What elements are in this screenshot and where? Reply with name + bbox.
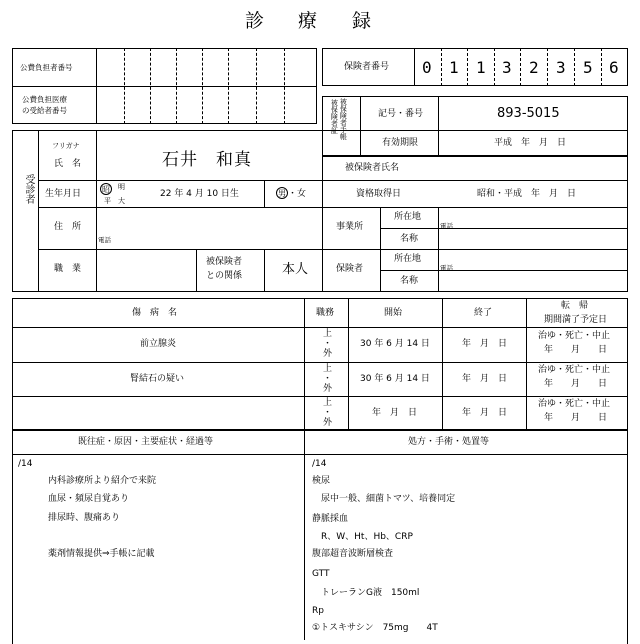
public-recipient-label-1: 公費負担医療: [22, 95, 67, 104]
treatment-line: GTT: [312, 569, 330, 579]
era-taisho: 大: [118, 197, 125, 205]
insured-name-label: 被保険者氏名: [345, 163, 400, 173]
history-header: 既往症・原因・主要症状・経過等: [78, 437, 214, 447]
sex-female: ・女: [288, 189, 307, 199]
diag-header-end: 終了: [474, 308, 493, 318]
employer-label: 事業所: [336, 222, 364, 232]
insurer-number-label: 保険者番号: [344, 62, 390, 72]
insurer-digit: 3: [502, 58, 512, 77]
sex-male-circled: 男: [278, 189, 286, 198]
diagnosis-name: 腎結石の疑い: [130, 374, 185, 384]
insurer-phone-label: 電話: [440, 264, 453, 272]
insurer-location-label: 所在地: [394, 254, 422, 264]
diag-header-outcome-2: 期間満了予定日: [544, 315, 608, 325]
insurer-digit: 3: [556, 58, 566, 77]
title-char-1: 診: [245, 10, 266, 32]
diagnosis-end: 年 月 日: [462, 339, 508, 349]
furigana-label: フリガナ: [52, 142, 80, 150]
outcome-line: 治ゆ・死亡・中止: [538, 365, 611, 375]
public-recipient-label-2: の受給者番号: [22, 106, 67, 115]
diagnosis-start: 30 年 6 月 14 日: [360, 374, 430, 384]
treatment-line: 尿中一般、細菌トマツ、培養同定: [312, 494, 456, 504]
insurer-digit: 5: [583, 58, 593, 77]
diag-header-disease: 傷 病 名: [132, 308, 178, 318]
qualification-label: 資格取得日: [356, 189, 402, 199]
patient-vertical-label: 受診者: [23, 174, 34, 204]
era-heisei: 平: [104, 197, 111, 205]
address-label: 住 所: [54, 222, 82, 232]
diag-header-work: 職務: [316, 308, 335, 318]
insurer-name-label: 名称: [400, 276, 419, 286]
symbol-number-value: 893-5015: [497, 106, 560, 121]
title-char-3: 録: [352, 10, 373, 32]
diagnosis-end: 年 月 日: [462, 374, 508, 384]
work-bottom: 外: [323, 349, 333, 359]
work-bottom: 外: [323, 418, 333, 428]
qualification-value: 昭和・平成 年 月 日: [477, 189, 577, 199]
treatment-date: /14: [312, 459, 327, 469]
work-bottom: 外: [323, 384, 333, 394]
era-showa-circled: 昭: [102, 185, 110, 194]
outcome-line: 治ゆ・死亡・中止: [538, 399, 611, 409]
patient-box: [12, 130, 628, 292]
work-top: 上: [323, 398, 333, 408]
treatment-header: 処方・手術・処置等: [408, 437, 490, 447]
history-line: 薬剤情報提供⇒手帳に記載: [48, 549, 155, 559]
diagnosis-start: 年 月 日: [372, 408, 418, 418]
outcome-date: 年 月 日: [544, 413, 608, 423]
work-dot: ・: [323, 408, 333, 418]
birth-label: 生年月日: [45, 189, 82, 199]
insurer-digit: 1: [476, 58, 486, 77]
public-payer-number-label: 公費負担者番号: [20, 63, 73, 72]
work-top: 上: [323, 364, 333, 374]
validity-label: 有効期限: [382, 138, 419, 148]
insured-card-vertical: 被保険者手帳: [339, 98, 348, 140]
treatment-line: 腹部超音波断層検査: [312, 549, 394, 559]
validity-value: 平成 年 月 日: [494, 138, 567, 148]
outcome-date: 年 月 日: [544, 379, 608, 389]
symbol-number-label: 記号・番号: [378, 109, 424, 119]
diagnosis-end: 年 月 日: [462, 408, 508, 418]
treatment-line: トレーランG液 150ml: [312, 588, 420, 598]
outcome-date: 年 月 日: [544, 345, 608, 355]
history-line: 排尿時、腹痛あり: [48, 513, 121, 523]
patient-name: 石井 和真: [162, 150, 252, 170]
insured-card-vertical-2: 被保険者証: [330, 99, 339, 134]
relation-value: 本人: [282, 262, 309, 277]
era-meiji-row: [100, 183, 112, 195]
treatment-line: Rp: [312, 606, 324, 616]
birth-value: 22 年 4 月 10 日生: [160, 189, 239, 199]
history-line: 内科診療所より紹介で来院: [48, 476, 157, 486]
diag-header-start: 開始: [384, 308, 403, 318]
era-meiji: 明: [118, 183, 125, 191]
treatment-line: 検尿: [312, 476, 331, 486]
name-label: 氏 名: [54, 159, 82, 169]
treatment-line: 静脈採血: [312, 514, 349, 524]
insurer-digit: 6: [609, 58, 619, 77]
diagnosis-start: 30 年 6 月 14 日: [360, 339, 430, 349]
employer-name-label: 名称: [400, 234, 419, 244]
diag-header-outcome-1: 転 帰: [561, 301, 589, 311]
relation-label-2: との関係: [206, 271, 243, 281]
relation-label-1: 被保険者: [206, 257, 243, 267]
outcome-line: 治ゆ・死亡・中止: [538, 331, 611, 341]
address-phone-label: 電話: [98, 236, 111, 244]
insurer-label: 保険者: [336, 264, 364, 274]
occupation-label: 職 業: [54, 264, 82, 274]
history-line: 血尿・頻尿自覚あり: [48, 494, 130, 504]
treatment-line: ①トスキサシン 75mg 4T: [312, 623, 438, 633]
title-char-2: 療: [298, 10, 319, 32]
insurer-digit: 0: [422, 58, 432, 77]
employer-location-label: 所在地: [394, 212, 422, 222]
work-dot: ・: [323, 374, 333, 384]
diagnosis-name: 前立腺炎: [140, 339, 177, 349]
insurer-digit: 1: [449, 58, 459, 77]
history-date: /14: [18, 459, 33, 469]
treatment-line: R、W、Ht、Hb、CRP: [312, 532, 413, 542]
work-dot: ・: [323, 339, 333, 349]
employer-phone-label: 電話: [440, 222, 453, 230]
work-top: 上: [323, 329, 333, 339]
sex-field: [276, 187, 306, 199]
insurer-digit: 2: [529, 58, 539, 77]
